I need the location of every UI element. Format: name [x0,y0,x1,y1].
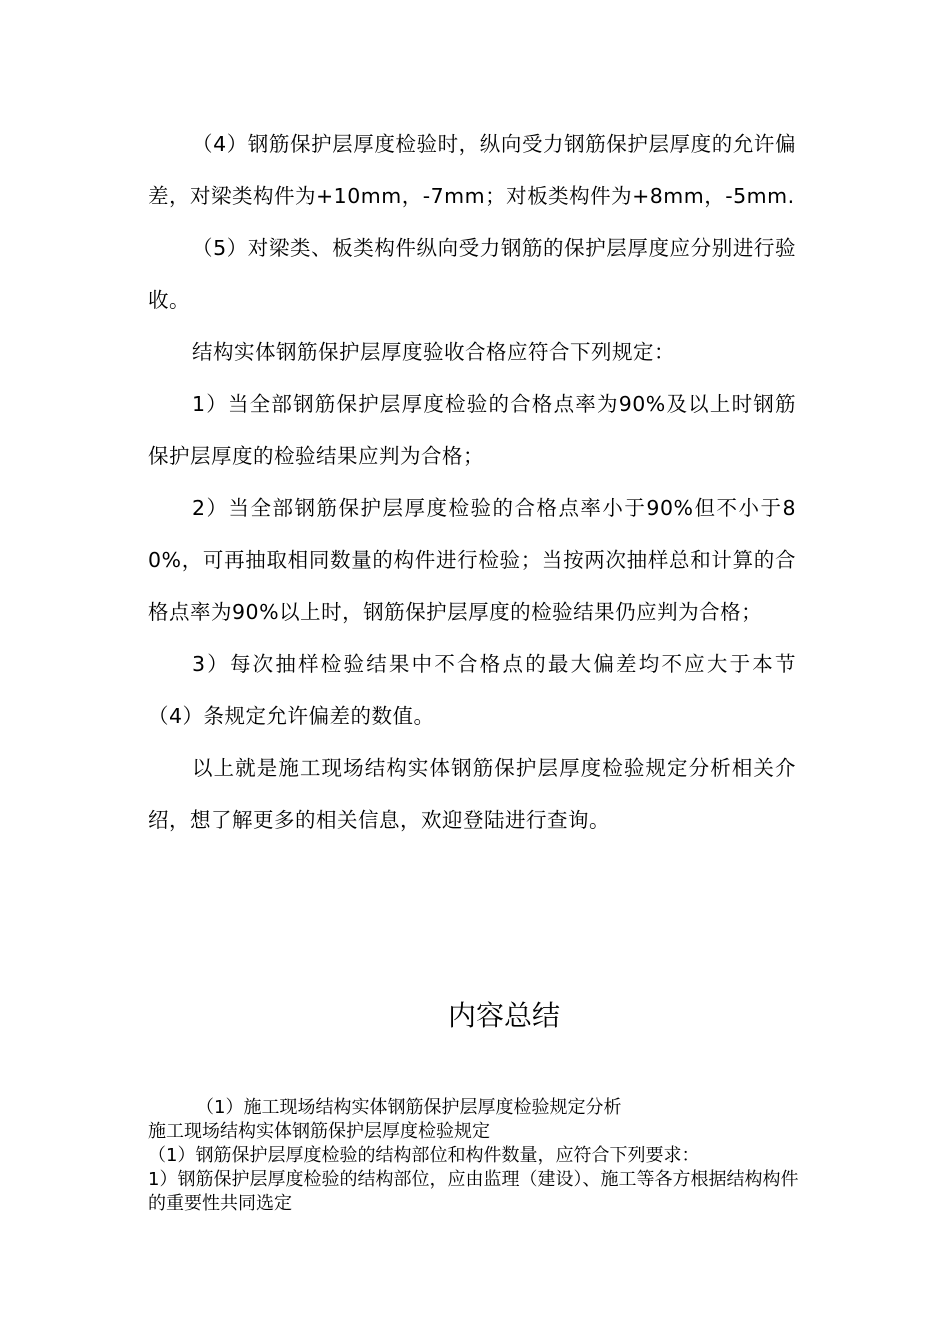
summary-title: 内容总结 [447,999,560,1032]
paragraph-closing: 以上就是施工现场结构实体钢筋保护层厚度检验规定分析相关介绍，想了解更多的相关信息，欢迎登陆进行查询。 [148,756,796,832]
summary-line: 1）钢筋保护层厚度检验的结构部位，应由监理（建设）、施工等各方根据结构构件的重要性共同选定 [148,1169,799,1214]
summary-section [148,1096,808,1216]
paragraph-rule-3: 3）每次抽样检验结果中不合格点的最大偏差均不应大于本节（4）条规定允许偏差的数值。 [148,652,796,728]
paragraph-tolerance: （4）钢筋保护层厚度检验时，纵向受力钢筋保护层厚度的允许偏差，对梁类构件为+10mm，-7mm；对板类构件为+8mm，-5mm. [148,132,796,208]
paragraph-acceptance: （5）对梁类、板类构件纵向受力钢筋的保护层厚度应分别进行验收。 [148,236,796,312]
paragraph-rules-intro: 结构实体钢筋保护层厚度验收合格应符合下列规定： [192,340,675,364]
paragraph-rule-1: 1）当全部钢筋保护层厚度检验的合格点率为90%及以上时钢筋保护层厚度的检验结果应判为合格； [148,392,796,468]
paragraph-rule-2: 2）当全部钢筋保护层厚度检验的合格点率小于90%但不小于80%，可再抽取相同数量的构件进行检验；当按两次抽样总和计算的合格点率为90%以上时，钢筋保护层厚度的检验结果仍应判为合格； [148,496,796,624]
body-text [148,118,796,846]
summary-line: 施工现场结构实体钢筋保护层厚度检验规定 [148,1121,490,1142]
summary-line: （1）施工现场结构实体钢筋保护层厚度检验规定分析 [196,1097,622,1118]
summary-line: （1）钢筋保护层厚度检验的结构部位和构件数量，应符合下列要求： [148,1145,700,1166]
